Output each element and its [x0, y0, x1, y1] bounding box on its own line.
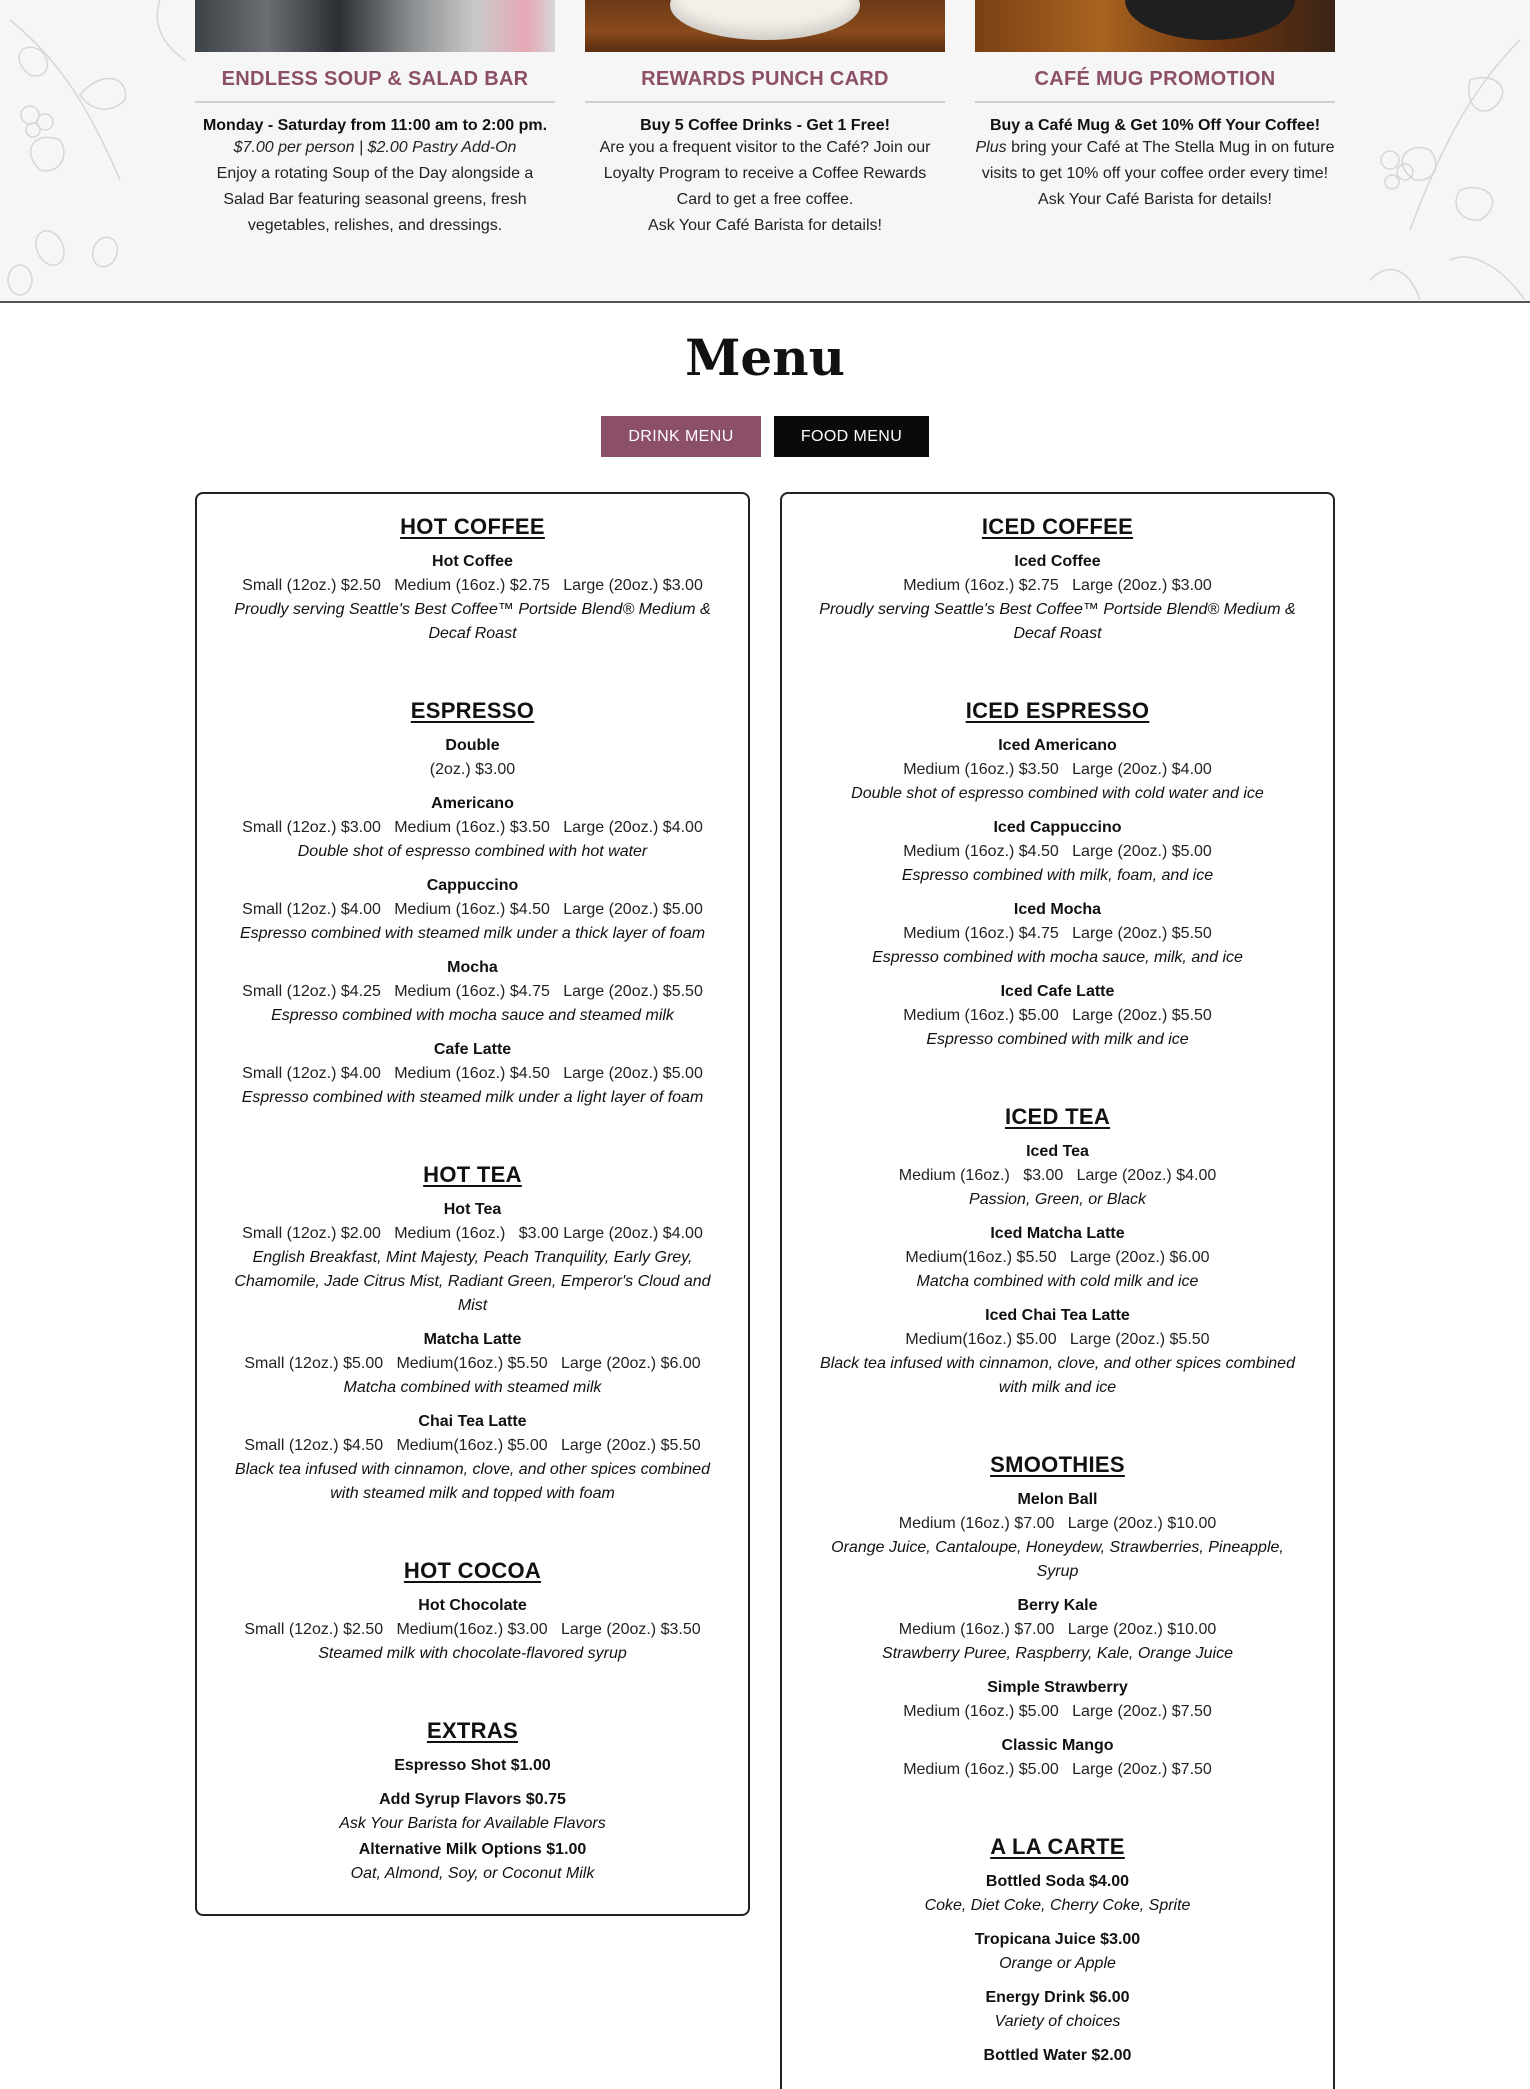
item-description: English Breakfast, Mint Majesty, Peach Tranquility, Early Grey, Chamomile, Jade Citrus Mist, Radiant Green, Emperor's Cloud and Mist — [234, 1249, 711, 1314]
promo-body-text: bring your Café at The Stella Mug in on future visits to get 10% off your coffee order every time! — [981, 139, 1335, 182]
menu-item — [225, 1328, 720, 1400]
coffee-branch-right-decoration — [1350, 0, 1530, 300]
section-iced-espresso — [810, 698, 1305, 1052]
item-description: Coke, Diet Coke, Cherry Coke, Sprite — [924, 1897, 1191, 1914]
item-description: Proudly serving Seattle's Best Coffee™ Portside Blend® Medium & Decaf Roast — [234, 601, 711, 642]
section-title: ESPRESSO — [410, 698, 535, 723]
item-price: Small (12oz.) $2.50 Medium(16oz.) $3.00 Large (20oz.) $3.50 — [244, 1621, 701, 1638]
menu-item — [810, 1488, 1305, 1584]
section-title: A LA CARTE — [990, 1834, 1125, 1859]
promo-body-emphasis: Plus — [975, 139, 1007, 156]
item-price: Small (12oz.) $4.00 Medium (16oz.) $4.50 Large (20oz.) $5.00 — [242, 901, 703, 918]
item-name: Chai Tea Latte — [418, 1413, 527, 1430]
menu-title: Menu — [685, 328, 845, 387]
item-name: Iced Tea — [1026, 1143, 1089, 1160]
item-price: Medium (16oz.) $3.00 Large (20oz.) $4.00 — [898, 1167, 1217, 1184]
item-name: Hot Tea — [443, 1201, 502, 1218]
menu-item — [810, 1928, 1305, 1976]
menu-item — [225, 1838, 720, 1886]
item-description: Espresso combined with steamed milk under a light layer of foam — [241, 1089, 704, 1106]
menu-column-cold — [780, 492, 1335, 2089]
promo-footer: Ask Your Café Barista for details! — [648, 217, 882, 234]
section-extras — [225, 1718, 720, 1886]
section-a-la-carte — [810, 1834, 1305, 2068]
item-description: Strawberry Puree, Raspberry, Kale, Orange Juice — [882, 1645, 1233, 1662]
item-name: Add Syrup Flavors $0.75 — [379, 1791, 566, 1808]
section-iced-tea — [810, 1104, 1305, 1400]
item-price: Small (12oz.) $4.25 Medium (16oz.) $4.75 Large (20oz.) $5.50 — [242, 983, 703, 1000]
promo-soup-salad — [195, 0, 555, 239]
item-price: Small (12oz.) $4.50 Medium(16oz.) $5.00 Large (20oz.) $5.50 — [244, 1437, 701, 1454]
item-description: Matcha combined with cold milk and ice — [916, 1273, 1199, 1290]
menu-column-hot — [195, 492, 750, 1916]
item-price: Small (12oz.) $2.50 Medium (16oz.) $2.75 Large (20oz.) $3.00 — [242, 577, 703, 594]
menu-item — [810, 1222, 1305, 1294]
promo-headline: Buy a Café Mug & Get 10% Off Your Coffee! — [989, 117, 1321, 134]
menu-item — [810, 1734, 1305, 1782]
item-name: Classic Mango — [1001, 1737, 1114, 1754]
item-name: Mocha — [447, 959, 498, 976]
item-name: Iced Matcha Latte — [990, 1225, 1125, 1242]
menu-item — [810, 1304, 1305, 1400]
item-description: Ask Your Barista for Available Flavors — [339, 1815, 606, 1832]
food-menu-tab[interactable]: FOOD MENU — [774, 416, 929, 457]
menu-item — [225, 550, 720, 646]
item-price: (2oz.) $3.00 — [429, 761, 516, 778]
promo-headline: Buy 5 Coffee Drinks - Get 1 Free! — [640, 117, 890, 134]
section-iced-coffee — [810, 514, 1305, 646]
item-price: Medium (16oz.) $4.75 Large (20oz.) $5.50 — [903, 925, 1212, 942]
promo-rewards — [585, 0, 945, 239]
menu-item — [810, 1594, 1305, 1666]
item-name: Cafe Latte — [433, 1041, 512, 1058]
menu-item — [225, 874, 720, 946]
item-name: Iced Mocha — [1013, 901, 1102, 918]
section-hot-coffee — [225, 514, 720, 646]
menu-item — [225, 1754, 720, 1778]
item-description: Espresso combined with mocha sauce, milk, and ice — [872, 949, 1243, 966]
promo-body — [975, 135, 1335, 187]
menu-item — [225, 956, 720, 1028]
soup-salad-photo — [195, 0, 555, 52]
item-price: Medium (16oz.) $7.00 Large (20oz.) $10.00 — [898, 1621, 1217, 1638]
menu-item — [810, 816, 1305, 888]
item-description: Espresso combined with steamed milk under a thick layer of foam — [239, 925, 706, 942]
coffee-cup-photo — [585, 0, 945, 52]
menu-item — [810, 1676, 1305, 1724]
item-description: Proudly serving Seattle's Best Coffee™ Portside Blend® Medium & Decaf Roast — [819, 601, 1296, 642]
item-name: Tropicana Juice $3.00 — [974, 1931, 1141, 1948]
section-smoothies — [810, 1452, 1305, 1782]
item-price: Small (12oz.) $4.00 Medium (16oz.) $4.50 Large (20oz.) $5.00 — [242, 1065, 703, 1082]
promo-body: Are you a frequent visitor to the Café? Join our Loyalty Program to receive a Coffee Rewards Card to get a free coffee. — [599, 139, 931, 208]
item-price: Medium(16oz.) $5.50 Large (20oz.) $6.00 — [905, 1249, 1210, 1266]
item-description: Black tea infused with cinnamon, clove, and other spices combined with steamed milk and topped with foam — [235, 1461, 710, 1502]
item-name: Iced Cafe Latte — [1000, 983, 1115, 1000]
section-title: ICED TEA — [1004, 1104, 1111, 1129]
item-name: Bottled Soda $4.00 — [985, 1873, 1130, 1890]
item-description: Black tea infused with cinnamon, clove, and other spices combined with milk and ice — [820, 1355, 1295, 1396]
item-description: Steamed milk with chocolate-flavored syrup — [318, 1645, 627, 1662]
item-name: Americano — [431, 795, 514, 812]
item-name: Bottled Water $2.00 — [983, 2047, 1132, 2064]
section-title: SMOOTHIES — [990, 1452, 1125, 1477]
item-price: Medium (16oz.) $5.00 Large (20oz.) $5.50 — [903, 1007, 1212, 1024]
promo-title: ENDLESS SOUP & SALAD BAR — [195, 68, 555, 103]
item-name: Iced Americano — [998, 737, 1117, 754]
item-name: Iced Chai Tea Latte — [985, 1307, 1130, 1324]
section-title: ICED COFFEE — [981, 514, 1134, 539]
promo-headline: Monday - Saturday from 11:00 am to 2:00 pm. — [202, 117, 548, 134]
item-name: Hot Chocolate — [418, 1597, 527, 1614]
item-description: Passion, Green, or Black — [969, 1191, 1146, 1208]
section-title: HOT COFFEE — [400, 514, 545, 539]
item-price: Medium (16oz.) $3.50 Large (20oz.) $4.00 — [903, 761, 1212, 778]
promo-footer: Ask Your Café Barista for details! — [1038, 191, 1272, 208]
item-description: Orange or Apple — [999, 1955, 1116, 1972]
promo-title: REWARDS PUNCH CARD — [585, 68, 945, 103]
drink-menu-tab[interactable]: DRINK MENU — [601, 416, 761, 457]
cafe-mug-photo — [975, 0, 1335, 52]
item-name: Berry Kale — [1017, 1597, 1098, 1614]
item-description: Oat, Almond, Soy, or Coconut Milk — [350, 1865, 595, 1882]
menu-item — [810, 734, 1305, 806]
promo-title: CAFÉ MUG PROMOTION — [975, 68, 1335, 103]
section-title: HOT COCOA — [403, 1558, 542, 1583]
item-name: Simple Strawberry — [987, 1679, 1128, 1696]
item-description: Espresso combined with milk and ice — [926, 1031, 1189, 1048]
menu-item — [810, 1986, 1305, 2034]
menu-item — [225, 1788, 720, 1836]
promo-body: Enjoy a rotating Soup of the Day alongside a Salad Bar featuring seasonal greens, fresh vegetables, relishes, and dressings. — [216, 165, 534, 234]
section-espresso — [225, 698, 720, 1110]
item-price: Small (12oz.) $3.00 Medium (16oz.) $3.50 Large (20oz.) $4.00 — [242, 819, 703, 836]
menu-item — [810, 980, 1305, 1052]
menu-item — [225, 1594, 720, 1666]
item-name: Melon Ball — [1017, 1491, 1098, 1508]
menu-item — [225, 1410, 720, 1506]
menu-item — [810, 898, 1305, 970]
menu-item — [810, 1140, 1305, 1212]
section-title: HOT TEA — [423, 1162, 522, 1187]
item-price: Medium (16oz.) $7.00 Large (20oz.) $10.00 — [898, 1515, 1217, 1532]
item-name: Iced Coffee — [1014, 553, 1101, 570]
item-description: Double shot of espresso combined with cold water and ice — [851, 785, 1264, 802]
section-hot-tea — [225, 1162, 720, 1506]
item-price: Small (12oz.) $5.00 Medium(16oz.) $5.50 Large (20oz.) $6.00 — [244, 1355, 701, 1372]
menu-item — [225, 1198, 720, 1318]
item-description: Espresso combined with milk, foam, and ice — [901, 867, 1214, 884]
item-name: Alternative Milk Options $1.00 — [358, 1841, 587, 1858]
section-hot-cocoa — [225, 1558, 720, 1666]
item-name: Matcha Latte — [423, 1331, 522, 1348]
section-title: EXTRAS — [426, 1718, 519, 1743]
item-price: Medium (16oz.) $2.75 Large (20oz.) $3.00 — [903, 577, 1212, 594]
item-description: Matcha combined with steamed milk — [343, 1379, 602, 1396]
promo-band — [0, 0, 1530, 303]
item-name: Cappuccino — [426, 877, 519, 894]
item-name: Energy Drink $6.00 — [985, 1989, 1130, 2006]
item-name: Hot Coffee — [432, 553, 513, 570]
menu-item — [810, 2044, 1305, 2068]
menu-item — [810, 550, 1305, 646]
section-title: ICED ESPRESSO — [965, 698, 1150, 723]
coffee-branch-left-decoration — [0, 0, 190, 300]
menu-item — [810, 1870, 1305, 1918]
item-description: Espresso combined with mocha sauce and steamed milk — [271, 1007, 674, 1024]
item-name: Iced Cappuccino — [993, 819, 1122, 836]
item-price: Small (12oz.) $2.00 Medium (16oz.) $3.00 Large (20oz.) $4.00 — [242, 1225, 703, 1242]
item-description: Double shot of espresso combined with hot water — [297, 843, 648, 860]
menu-item — [225, 734, 720, 782]
menu-item — [225, 792, 720, 864]
item-price: Medium (16oz.) $4.50 Large (20oz.) $5.00 — [903, 843, 1212, 860]
item-name: Double — [445, 737, 500, 754]
item-name: Espresso Shot $1.00 — [394, 1757, 551, 1774]
menu-item — [225, 1038, 720, 1110]
item-price: Medium (16oz.) $5.00 Large (20oz.) $7.50 — [903, 1761, 1212, 1778]
item-description: Orange Juice, Cantaloupe, Honeydew, Strawberries, Pineapple, Syrup — [831, 1539, 1284, 1580]
item-price: Medium (16oz.) $5.00 Large (20oz.) $7.50 — [903, 1703, 1212, 1720]
promo-pricing: $7.00 per person | $2.00 Pastry Add-On — [233, 139, 517, 156]
promo-mug — [975, 0, 1335, 213]
item-price: Medium(16oz.) $5.00 Large (20oz.) $5.50 — [905, 1331, 1210, 1348]
item-description: Variety of choices — [994, 2013, 1121, 2030]
